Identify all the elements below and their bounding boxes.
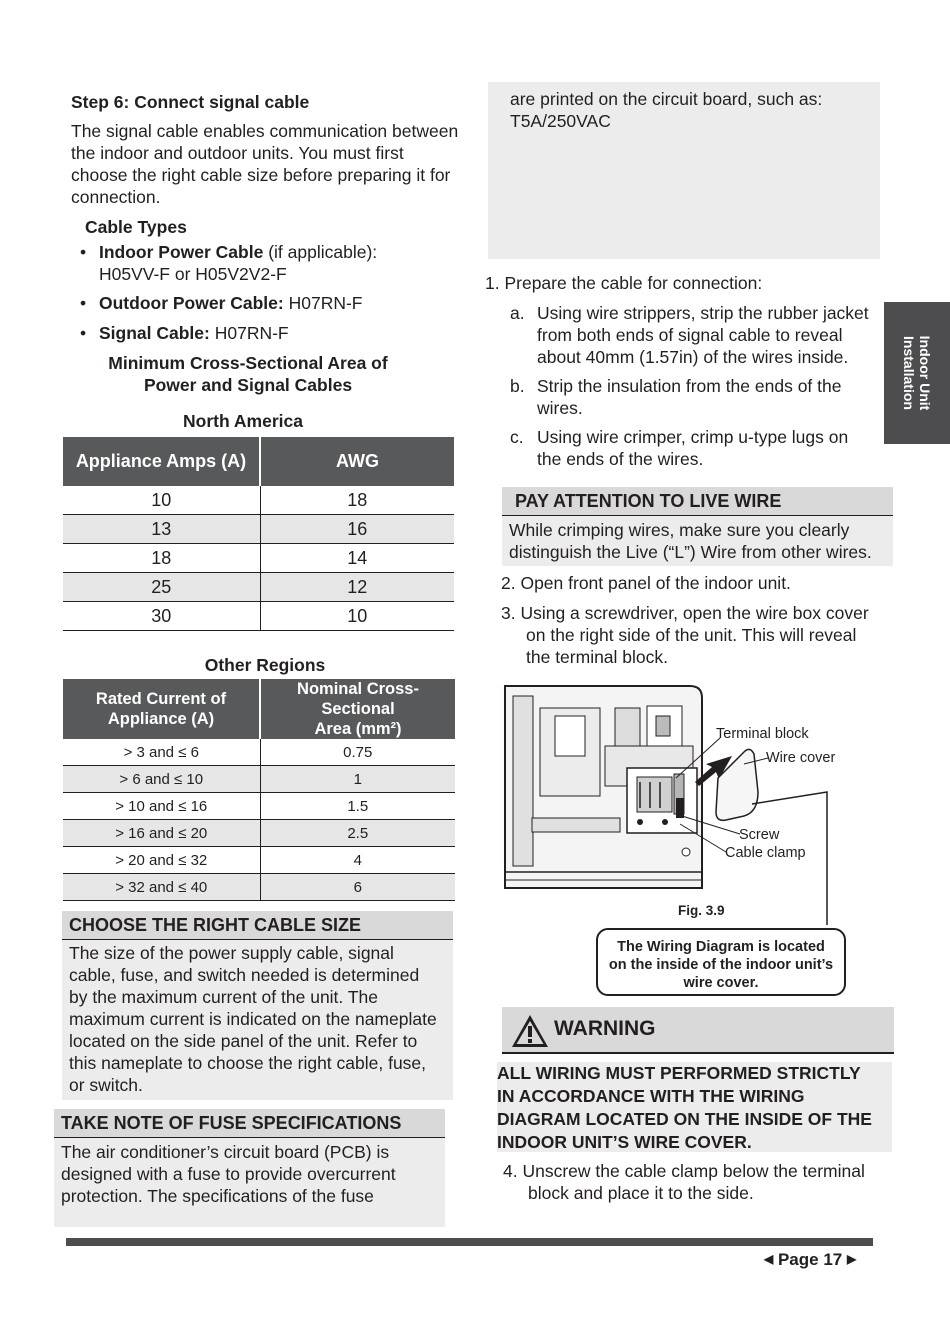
table-header: Nominal Cross-Sectional Area (mm²) — [260, 679, 455, 739]
box-text: The air conditioner’s circuit board (PCB) is designed with a fuse to provide overcurrent protection. The specifications of the fuse — [61, 1142, 396, 1206]
box-heading: CHOOSE THE RIGHT CABLE SIZE — [62, 911, 453, 940]
table-row: 13 16 — [63, 515, 454, 544]
other-regions-title: Other Regions — [204, 655, 326, 675]
table-row: 25 12 — [63, 573, 454, 602]
warning-header — [502, 1007, 894, 1054]
north-america-title: North America — [183, 411, 303, 431]
choose-cable-size-box — [62, 911, 453, 1100]
page-number: ◀ Page 17 ▶ — [764, 1250, 857, 1269]
table-row: 10 18 — [63, 486, 454, 515]
step-1: 1. Prepare the cable for connection: — [485, 273, 763, 293]
step-1b: b. Strip the insulation from the ends of the wires. — [510, 376, 842, 418]
table-row: 30 10 — [63, 602, 454, 631]
min-area-title: Minimum Cross-Sectional Area of Power and Signal Cables — [108, 353, 388, 395]
prev-page-arrow-icon: ◀ — [764, 1252, 774, 1266]
box-text: While crimping wires, make sure you clearly distinguish the Live (“L”) Wire from other wires. — [509, 520, 872, 562]
section-side-tab: Indoor Unit Installation — [884, 302, 950, 444]
live-wire-box — [502, 487, 893, 566]
cable-type-bullet: • Signal Cable: H07RN-F — [80, 323, 289, 343]
wiring-diagram-callout: The Wiring Diagram is located on the inside of the indoor unit’s wire cover. — [596, 928, 846, 996]
table-row: > 10 and ≤ 16 1.5 — [63, 793, 455, 820]
warning-text: ALL WIRING MUST PERFORMED STRICTLY IN ACCORDANCE WITH THE WIRING DIAGRAM LOCATED ON THE INSIDE OF THE INDOOR UNIT’S WIRE COVER. — [497, 1062, 892, 1152]
step6-paragraph: The signal cable enables communication between the indoor and outdoor units. You must first choose the right cable size before preparing it for connection. — [71, 121, 459, 207]
box-text: The size of the power supply cable, signal cable, fuse, and switch needed is determined by the maximum current of the unit. The maximum current is indicated on the nameplate located on the side panel of the unit. Refer to this nameplate to choose the right cable, fuse, or switch. — [69, 943, 437, 1095]
warning-icon — [510, 1013, 550, 1049]
step-3: 3. Using a screwdriver, open the wire box cover on the right side of the unit. This will reveal the terminal block. — [501, 603, 869, 667]
next-page-arrow-icon: ▶ — [846, 1252, 857, 1266]
label-cable-clamp: Cable clamp — [725, 845, 806, 861]
table-header: Rated Current of Appliance (A) — [63, 679, 260, 739]
table-row: > 6 and ≤ 10 1 — [63, 766, 455, 793]
cable-type-bullet: • Outdoor Power Cable: H07RN-F — [80, 293, 363, 313]
fuse-spec-box — [54, 1109, 445, 1227]
table-header: Appliance Amps (A) — [63, 437, 260, 486]
warning-title: WARNING — [554, 1017, 656, 1040]
step-1c: c. Using wire crimper, crimp u-type lugs on the ends of the wires. — [510, 427, 849, 469]
label-wire-cover: Wire cover — [766, 750, 836, 766]
box-heading: PAY ATTENTION TO LIVE WIRE — [502, 487, 893, 516]
step-2: 2. Open front panel of the indoor unit. — [501, 573, 791, 593]
step-1a: a. Using wire strippers, strip the rubber jacket from both ends of signal cable to reveal about 40mm (1.57in) of the wires inside. — [510, 303, 869, 367]
footer-rule — [66, 1238, 873, 1246]
table-header: AWG — [260, 437, 454, 486]
step6-heading: Step 6: Connect signal cable — [71, 92, 310, 112]
figure-caption: Fig. 3.9 — [678, 903, 725, 918]
box-text: are printed on the circuit board, such as: T5A/250VAC — [510, 89, 823, 131]
cable-type-bullet: • Indoor Power Cable (if applicable): H05VV-F or H05V2V2-F — [80, 242, 378, 284]
table-row: > 20 and ≤ 32 4 — [63, 847, 455, 874]
north-america-table — [63, 437, 454, 631]
cable-types-heading: Cable Types — [85, 217, 187, 237]
step-4: 4. Unscrew the cable clamp below the terminal block and place it to the side. — [503, 1161, 865, 1203]
table-row: > 3 and ≤ 6 0.75 — [63, 739, 455, 766]
table-row: > 32 and ≤ 40 6 — [63, 874, 455, 901]
box-heading: TAKE NOTE OF FUSE SPECIFICATIONS — [54, 1109, 445, 1138]
label-screw: Screw — [739, 827, 780, 843]
label-terminal-block: Terminal block — [716, 726, 809, 742]
table-row: 18 14 — [63, 544, 454, 573]
fuse-spec-continued — [488, 82, 880, 259]
other-regions-table — [63, 679, 455, 901]
table-row: > 16 and ≤ 20 2.5 — [63, 820, 455, 847]
